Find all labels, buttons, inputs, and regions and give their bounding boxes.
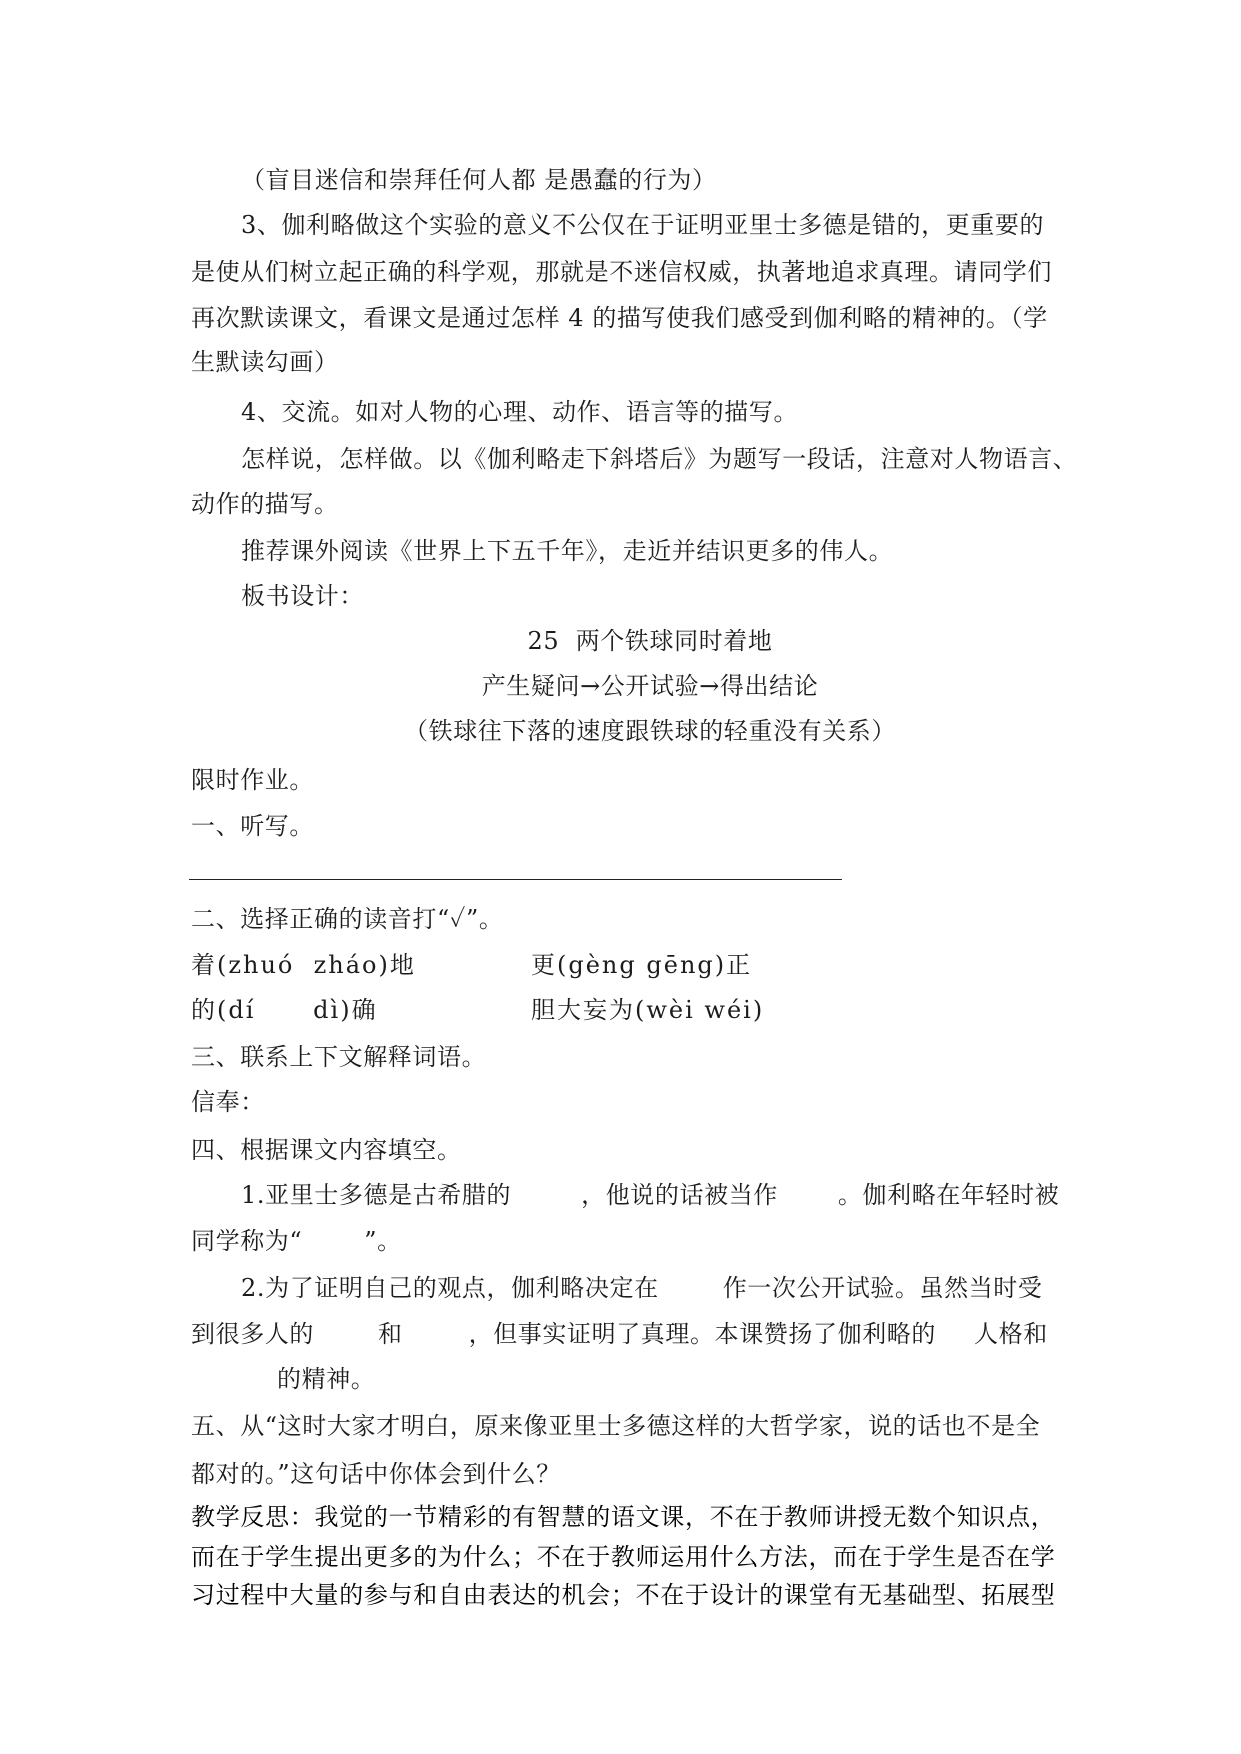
fill-blank: [511, 1202, 581, 1203]
fill-in-item1-line: [241, 1180, 1059, 1210]
fill-in-text: 人格和: [974, 1320, 1048, 1348]
writing-task-line: 动作的描写。: [191, 490, 339, 518]
fill-blank: [778, 1202, 838, 1203]
fill-in-text: 作一次公开试验。虽然当时受: [722, 1274, 1043, 1302]
board-process: 产生疑问→公开试验→得出结论: [481, 672, 819, 700]
fill-blank: [191, 1386, 277, 1387]
board-title: 25 两个铁球同时着地: [527, 627, 773, 655]
pronunciation-item: 胆大妄为(wèi wéi): [531, 996, 765, 1024]
step3-line: 生默读勾画）: [191, 348, 339, 376]
step4-line: 4、交流。如对人物的心理、动作、语言等的描写。: [241, 398, 799, 426]
reading-recommendation: 推荐课外阅读《世界上下五千年》，走近并结识更多的伟人。: [241, 537, 894, 565]
fill-in-text: ”。: [364, 1227, 402, 1255]
reflection-line: 而在于学生提出更多的为什么；不在于教师运用什么方法，而在于学生是否在学: [191, 1543, 1056, 1571]
fill-blank: [403, 1341, 469, 1342]
question5-line: 五、从“这时大家才明白，原来像亚里士多德这样的大哲学家，说的话也不是全: [191, 1412, 1041, 1440]
fill-in-text: 到很多人的: [191, 1320, 314, 1348]
fill-in-text: 2.为了证明自己的观点，伽利略决定在: [241, 1274, 659, 1302]
step3-line: 3、伽利略做这个实验的意义不公仅在于证明亚里士多德是错的，更重要的: [241, 211, 1045, 239]
dictation-label: 一、听写。: [191, 812, 314, 840]
fill-in-text: ，但事实证明了真理。本课赞扬了伽利略的: [468, 1320, 937, 1348]
fill-in-text: 。伽利略在年轻时被: [837, 1181, 1060, 1209]
board-design-label: 板书设计：: [241, 582, 364, 610]
dictation-answer-line: [189, 879, 842, 880]
reflection-line: 教学反思：我觉的一节精彩的有智慧的语文课，不在于教师讲授无数个知识点，: [191, 1503, 1056, 1531]
pronunciation-item: 更(gèng gēng)正: [531, 951, 753, 979]
step3-line: 再次默读课文，看课文是通过怎样 4 的描写使我们感受到伽利略的精神的。（学: [191, 304, 1048, 332]
note-line: （盲目迷信和崇拜任何人都 是愚蠢的行为）: [241, 166, 717, 194]
fill-blank: [302, 1248, 364, 1249]
fill-in-text: 和: [378, 1320, 403, 1348]
fill-in-text: 的精神。: [277, 1365, 376, 1393]
pronunciation-label: 二、选择正确的读音打“✓”。: [191, 905, 504, 933]
fill-in-text: 同学称为“: [191, 1227, 303, 1255]
fill-in-item2-line: [241, 1273, 1043, 1303]
homework-heading: 限时作业。: [191, 766, 314, 794]
step3-line: 是使从们树立起正确的科学观，那就是不迷信权威，执著地追求真理。请同学们: [191, 258, 1052, 286]
fill-blank: [314, 1341, 378, 1342]
fill-blank: [936, 1341, 974, 1342]
reflection-line: 习过程中大量的参与和自由表达的机会；不在于设计的课堂有无基础型、拓展型: [191, 1581, 1056, 1609]
vocabulary-term: 信奉：: [191, 1088, 265, 1116]
fill-in-item2-line: [191, 1364, 375, 1394]
writing-task-line: 怎样说，怎样做。以《伽利略走下斜塔后》为题写一段话，注意对人物语言、: [241, 445, 1078, 473]
pronunciation-item: 着(zhuó zháo)地: [191, 951, 416, 979]
board-conclusion: （铁球往下落的速度跟铁球的轻重没有关系）: [404, 717, 896, 745]
pronunciation-item: 的(dí dì)确: [191, 996, 378, 1024]
question5-line: 都对的。”这句话中你体会到什么？: [191, 1460, 561, 1488]
fill-in-label: 四、根据课文内容填空。: [191, 1136, 462, 1164]
fill-blank: [659, 1295, 723, 1296]
vocabulary-label: 三、联系上下文解释词语。: [191, 1043, 487, 1071]
fill-in-text: 1.亚里士多德是古希腊的: [241, 1181, 512, 1209]
fill-in-text: ，他说的话被当作: [581, 1181, 778, 1209]
fill-in-item2-line: [191, 1319, 1048, 1349]
fill-in-item1-line: [191, 1226, 402, 1256]
